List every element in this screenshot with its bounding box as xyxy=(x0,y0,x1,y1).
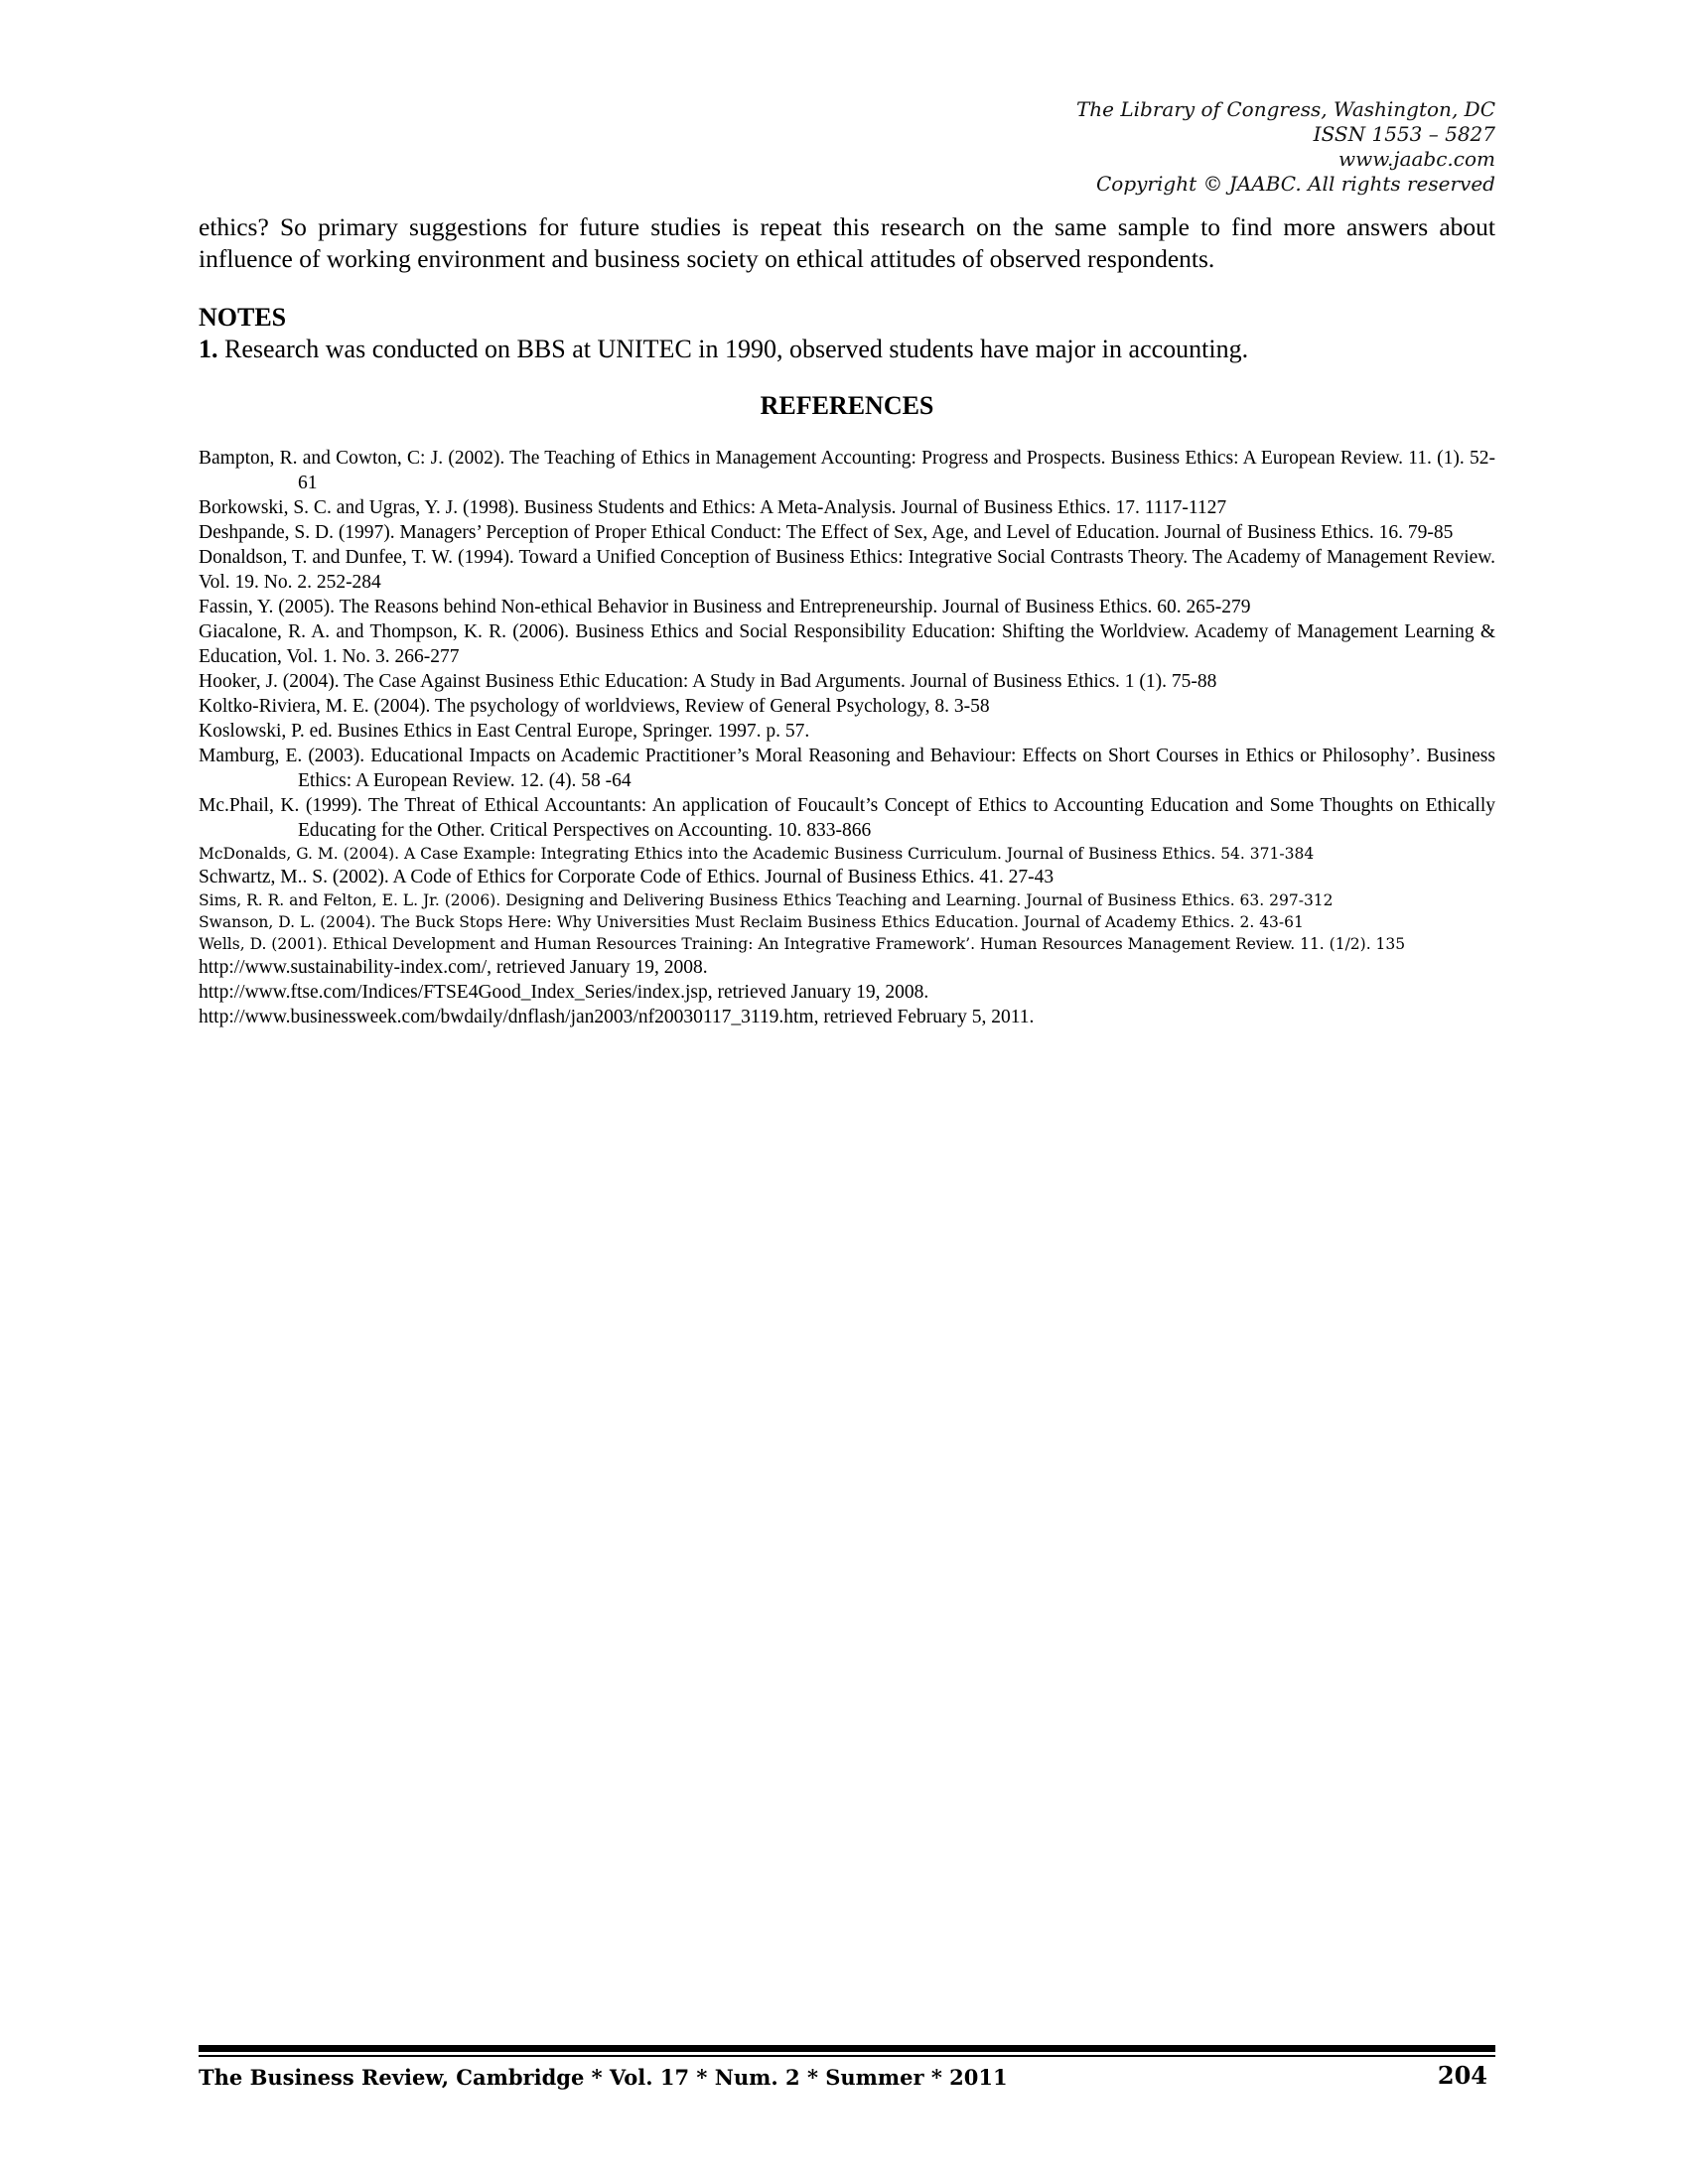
reference-link: http://www.businessweek.com/bwdaily/dnflash/jan2003/nf20030117_3119.htm, retrieved February 5, 2011. xyxy=(199,1007,1035,1027)
note-number: 1. xyxy=(199,335,218,363)
reference-item: Hooker, J. (2004). The Case Against Business Ethic Education: A Study in Bad Arguments. Journal of Business Ethics. 1 (1). 75-88 xyxy=(199,671,1217,692)
reference-item: Borkowski, S. C. and Ugras, Y. J. (1998). Business Students and Ethics: A Meta-Analysis. Journal of Business Ethics. 17. 1117-1127 xyxy=(199,497,1227,518)
body-paragraph: ethics? So primary suggestions for future studies is repeat this research on the same sample to find more answers about influence of working environment and business society on ethical attitudes of observed respondents. xyxy=(199,212,1495,273)
note-text: Research was conducted on BBS at UNITEC in 1990, observed students have major in accounting. xyxy=(217,335,1249,363)
footer-rule-thick xyxy=(199,2045,1495,2052)
reference-item: Giacalone, R. A. and Thompson, K. R. (2006). Business Ethics and Social Responsibility Education: Shifting the Worldview. Academy of Management Learning & Education, Vol. 1. No. 3. 266-277 xyxy=(199,621,1495,667)
notes-heading: NOTES xyxy=(199,303,287,332)
reference-item: Bampton, R. and Cowton, C: J. (2002). The Teaching of Ethics in Management Accounting: Progress and Prospects. Business Ethics: A European Review. 11. (1). 52-61 xyxy=(199,448,1495,493)
reference-link: http://www.sustainability-index.com/, retrieved January 19, 2008. xyxy=(199,957,708,978)
footer-rule-thin xyxy=(199,2055,1495,2057)
reference-item: Donaldson, T. and Dunfee, T. W. (1994). Toward a Unified Conception of Business Ethics: Integrative Social Contrasts Theory. The Academy of Management Review. Vol. 19. No. 2. 252-284 xyxy=(199,547,1495,593)
reference-item: Koltko-Riviera, M. E. (2004). The psychology of worldviews, Review of General Psychology, 8. 3-58 xyxy=(199,696,990,717)
header-line-website: www.jaabc.com xyxy=(1338,147,1495,171)
reference-item: Schwartz, M.. S. (2002). A Code of Ethics for Corporate Code of Ethics. Journal of Business Ethics. 41. 27-43 xyxy=(199,867,1055,887)
reference-item: Mamburg, E. (2003). Educational Impacts on Academic Practitioner’s Moral Reasoning and Behaviour: Effects on Short Courses in Ethics or Philosophy’. Business Ethics: A European Review. 12. (4). 58 -64 xyxy=(199,746,1495,791)
header-line-issn: ISSN 1553 – 5827 xyxy=(1313,122,1495,146)
reference-item: Mc.Phail, K. (1999). The Threat of Ethical Accountants: An application of Foucault’s Concept of Ethics to Accounting Education and Some Thoughts on Ethically Educating for the Other. Critical Perspectives on Accounting. 10. 833-866 xyxy=(199,795,1495,841)
reference-link: http://www.ftse.com/Indices/FTSE4Good_Index_Series/index.jsp, retrieved January 19, 2008. xyxy=(199,982,929,1003)
document-page xyxy=(199,0,1495,2184)
journal-header xyxy=(701,97,1495,197)
reference-item: Swanson, D. L. (2004). The Buck Stops Here: Why Universities Must Reclaim Business Ethics Education. Journal of Academy Ethics. 2. 43-61 xyxy=(199,913,1304,931)
header-line-library: The Library of Congress, Washington, DC xyxy=(1075,97,1495,121)
reference-item: Sims, R. R. and Felton, E. L. Jr. (2006). Designing and Delivering Business Ethics Teaching and Learning. Journal of Business Ethics. 63. 297-312 xyxy=(199,891,1334,909)
reference-item: Fassin, Y. (2005). The Reasons behind Non-ethical Behavior in Business and Entrepreneurship. Journal of Business Ethics. 60. 265-279 xyxy=(199,597,1251,617)
reference-item: Deshpande, S. D. (1997). Managers’ Perception of Proper Ethical Conduct: The Effect of Sex, Age, and Level of Education. Journal of Business Ethics. 16. 79-85 xyxy=(199,522,1454,543)
page-number: 204 xyxy=(1437,2061,1487,2090)
footer-journal-info: The Business Review, Cambridge * Vol. 17 * Num. 2 * Summer * 2011 xyxy=(199,2065,1008,2090)
reference-item: Koslowski, P. ed. Busines Ethics in East Central Europe, Springer. 1997. p. 57. xyxy=(199,721,810,742)
reference-item: Wells, D. (2001). Ethical Development and Human Resources Training: An Integrative Framework’. Human Resources Management Review. 11. (1/2). 135 xyxy=(199,935,1406,953)
reference-item: McDonalds, G. M. (2004). A Case Example: Integrating Ethics into the Academic Business Curriculum. Journal of Business Ethics. 54. 371-384 xyxy=(199,845,1315,863)
note-item xyxy=(199,334,1248,365)
references-heading: REFERENCES xyxy=(760,391,934,420)
header-line-copyright: Copyright © JAABC. All rights reserved xyxy=(1095,172,1495,196)
reference-list xyxy=(199,446,1495,1029)
